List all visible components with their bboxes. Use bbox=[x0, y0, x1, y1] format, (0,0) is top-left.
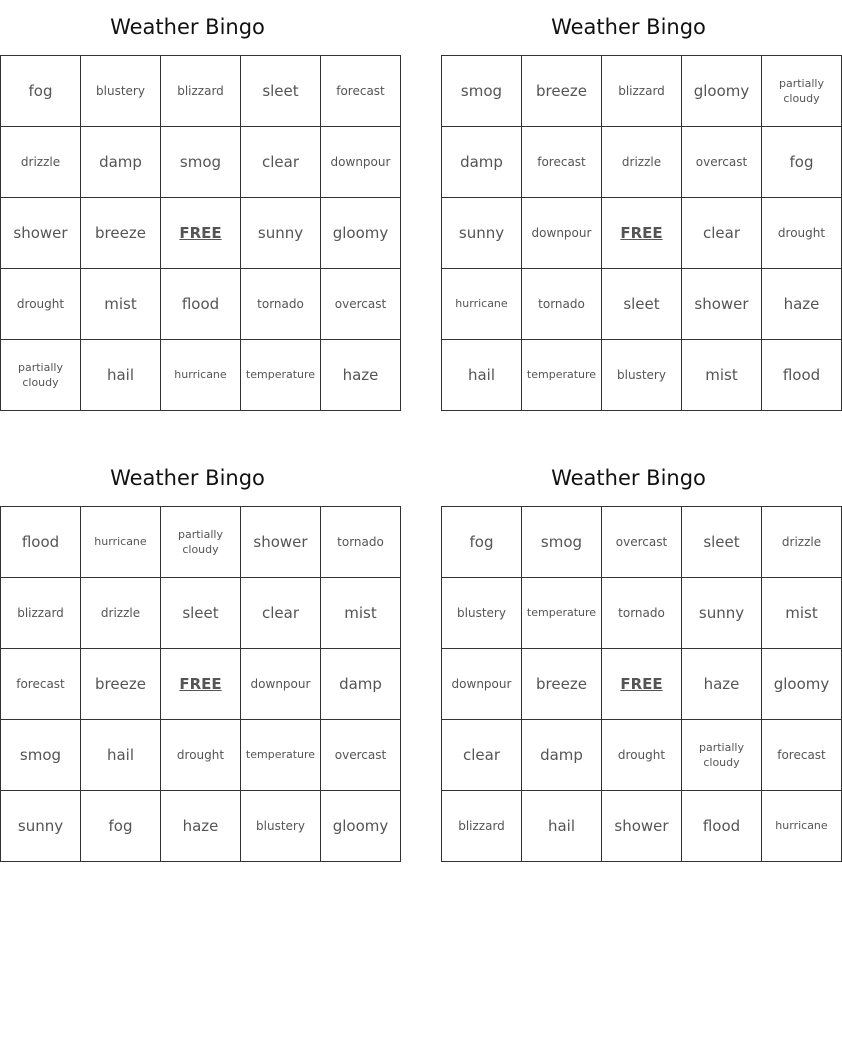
bingo-cell: mist bbox=[682, 340, 762, 411]
bingo-cell: temperature bbox=[522, 340, 602, 411]
bingo-row bbox=[442, 649, 842, 720]
bingo-row bbox=[1, 198, 401, 269]
free-space: FREE bbox=[602, 198, 682, 269]
bingo-cell: blustery bbox=[602, 340, 682, 411]
bingo-cell: forecast bbox=[762, 720, 842, 791]
bingo-cell: hurricane bbox=[442, 269, 522, 340]
bingo-grid bbox=[441, 55, 842, 411]
bingo-cell: tornado bbox=[602, 578, 682, 649]
bingo-cell: drought bbox=[762, 198, 842, 269]
bingo-cell: smog bbox=[442, 56, 522, 127]
bingo-row bbox=[442, 791, 842, 862]
bingo-cell: drizzle bbox=[1, 127, 81, 198]
bingo-cell: sleet bbox=[161, 578, 241, 649]
bingo-cell: breeze bbox=[522, 649, 602, 720]
card-title: Weather Bingo bbox=[551, 15, 706, 39]
bingo-cell: clear bbox=[241, 578, 321, 649]
bingo-cell: mist bbox=[321, 578, 401, 649]
bingo-row bbox=[442, 198, 842, 269]
free-space: FREE bbox=[602, 649, 682, 720]
bingo-cell: blustery bbox=[241, 791, 321, 862]
bingo-cell: gloomy bbox=[682, 56, 762, 127]
bingo-cell: drizzle bbox=[762, 507, 842, 578]
free-space: FREE bbox=[161, 198, 241, 269]
bingo-cell: downpour bbox=[442, 649, 522, 720]
bingo-cell: drizzle bbox=[602, 127, 682, 198]
bingo-cell: forecast bbox=[1, 649, 81, 720]
bingo-cell: fog bbox=[1, 56, 81, 127]
bingo-row bbox=[442, 269, 842, 340]
bingo-cell: downpour bbox=[522, 198, 602, 269]
bingo-cell: tornado bbox=[241, 269, 321, 340]
bingo-grid bbox=[441, 506, 842, 862]
bingo-cell: hail bbox=[442, 340, 522, 411]
bingo-row bbox=[442, 56, 842, 127]
bingo-cell: flood bbox=[161, 269, 241, 340]
bingo-cell: gloomy bbox=[321, 791, 401, 862]
bingo-row bbox=[1, 340, 401, 411]
bingo-cell: blizzard bbox=[442, 791, 522, 862]
bingo-cell: blizzard bbox=[161, 56, 241, 127]
bingo-row bbox=[1, 269, 401, 340]
card-title: Weather Bingo bbox=[551, 466, 706, 490]
bingo-cell: shower bbox=[682, 269, 762, 340]
bingo-cell: forecast bbox=[321, 56, 401, 127]
bingo-cell: sunny bbox=[442, 198, 522, 269]
bingo-cell: fog bbox=[762, 127, 842, 198]
bingo-row bbox=[1, 56, 401, 127]
bingo-row bbox=[1, 649, 401, 720]
bingo-cell: overcast bbox=[682, 127, 762, 198]
bingo-cell: hail bbox=[81, 340, 161, 411]
bingo-row bbox=[1, 507, 401, 578]
bingo-row bbox=[1, 578, 401, 649]
bingo-cell: damp bbox=[321, 649, 401, 720]
bingo-row bbox=[442, 720, 842, 791]
bingo-cell: forecast bbox=[522, 127, 602, 198]
bingo-cell: shower bbox=[241, 507, 321, 578]
bingo-cell: sunny bbox=[1, 791, 81, 862]
bingo-cell: damp bbox=[81, 127, 161, 198]
bingo-cell: temperature bbox=[522, 578, 602, 649]
bingo-grid bbox=[0, 55, 401, 411]
bingo-cell: overcast bbox=[321, 269, 401, 340]
bingo-cell: flood bbox=[762, 340, 842, 411]
bingo-row bbox=[442, 578, 842, 649]
bingo-cell: mist bbox=[762, 578, 842, 649]
bingo-cell: smog bbox=[522, 507, 602, 578]
bingo-cell: blizzard bbox=[602, 56, 682, 127]
bingo-cell: drought bbox=[1, 269, 81, 340]
card-title: Weather Bingo bbox=[110, 466, 265, 490]
bingo-cell: flood bbox=[1, 507, 81, 578]
bingo-row bbox=[1, 127, 401, 198]
bingo-cell: blustery bbox=[442, 578, 522, 649]
bingo-cell: partially cloudy bbox=[762, 56, 842, 127]
bingo-cell: shower bbox=[1, 198, 81, 269]
bingo-cell: gloomy bbox=[762, 649, 842, 720]
bingo-cell: flood bbox=[682, 791, 762, 862]
bingo-cell: haze bbox=[682, 649, 762, 720]
bingo-cell: breeze bbox=[522, 56, 602, 127]
bingo-row bbox=[442, 507, 842, 578]
bingo-cell: haze bbox=[762, 269, 842, 340]
bingo-cell: fog bbox=[442, 507, 522, 578]
bingo-cell: hurricane bbox=[161, 340, 241, 411]
bingo-cell: clear bbox=[241, 127, 321, 198]
bingo-row bbox=[442, 127, 842, 198]
bingo-cell: temperature bbox=[241, 340, 321, 411]
bingo-cell: blizzard bbox=[1, 578, 81, 649]
bingo-cell: temperature bbox=[241, 720, 321, 791]
bingo-cell: damp bbox=[442, 127, 522, 198]
bingo-cell: tornado bbox=[321, 507, 401, 578]
bingo-cell: hurricane bbox=[81, 507, 161, 578]
bingo-cell: smog bbox=[1, 720, 81, 791]
bingo-cell: sleet bbox=[241, 56, 321, 127]
bingo-row bbox=[442, 340, 842, 411]
bingo-row bbox=[1, 791, 401, 862]
bingo-cell: drizzle bbox=[81, 578, 161, 649]
bingo-cell: sunny bbox=[682, 578, 762, 649]
bingo-cell: fog bbox=[81, 791, 161, 862]
bingo-cell: haze bbox=[161, 791, 241, 862]
bingo-grid bbox=[0, 506, 401, 862]
card-title: Weather Bingo bbox=[110, 15, 265, 39]
bingo-cell: sleet bbox=[682, 507, 762, 578]
bingo-cell: overcast bbox=[321, 720, 401, 791]
bingo-cell: tornado bbox=[522, 269, 602, 340]
bingo-cell: drought bbox=[602, 720, 682, 791]
free-space: FREE bbox=[161, 649, 241, 720]
bingo-cell: partially cloudy bbox=[682, 720, 762, 791]
bingo-cell: partially cloudy bbox=[161, 507, 241, 578]
bingo-cell: shower bbox=[602, 791, 682, 862]
bingo-cell: clear bbox=[682, 198, 762, 269]
bingo-cell: sunny bbox=[241, 198, 321, 269]
bingo-cell: haze bbox=[321, 340, 401, 411]
bingo-cell: partially cloudy bbox=[1, 340, 81, 411]
bingo-cell: sleet bbox=[602, 269, 682, 340]
bingo-cell: hail bbox=[522, 791, 602, 862]
bingo-cell: breeze bbox=[81, 649, 161, 720]
bingo-cell: smog bbox=[161, 127, 241, 198]
bingo-cell: damp bbox=[522, 720, 602, 791]
bingo-cell: downpour bbox=[321, 127, 401, 198]
bingo-cell: blustery bbox=[81, 56, 161, 127]
bingo-cell: breeze bbox=[81, 198, 161, 269]
bingo-row bbox=[1, 720, 401, 791]
bingo-cell: drought bbox=[161, 720, 241, 791]
bingo-cell: hail bbox=[81, 720, 161, 791]
bingo-cell: overcast bbox=[602, 507, 682, 578]
bingo-cell: downpour bbox=[241, 649, 321, 720]
bingo-cell: hurricane bbox=[762, 791, 842, 862]
bingo-cell: mist bbox=[81, 269, 161, 340]
bingo-cell: gloomy bbox=[321, 198, 401, 269]
bingo-cell: clear bbox=[442, 720, 522, 791]
